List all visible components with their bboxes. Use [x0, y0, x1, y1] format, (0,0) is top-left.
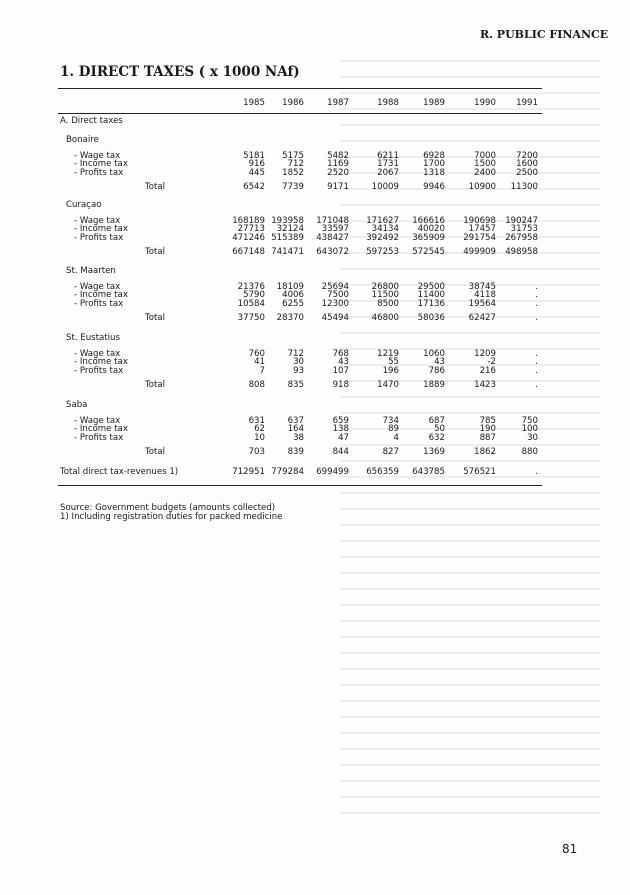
year-header-cell: 1989	[423, 98, 445, 108]
cell: 18109	[276, 282, 304, 292]
cell: 786	[428, 365, 445, 376]
row-label: Total direct tax-revenues 1)	[60, 467, 179, 477]
cell: 572545	[412, 247, 445, 257]
cell: 835	[287, 380, 304, 390]
cell: 47	[338, 432, 349, 443]
cell: 10009	[371, 182, 399, 192]
cell: 365909	[412, 232, 445, 243]
row-label: - Wage tax	[74, 349, 121, 359]
source-note: Source: Government budgets (amounts collected)	[60, 503, 276, 513]
row-label: Total	[145, 447, 166, 457]
cell: 25694	[321, 282, 349, 292]
cell: 6928	[423, 151, 445, 161]
cell: 712951	[232, 467, 265, 477]
cell: 37750	[237, 313, 265, 323]
cell: 2400	[474, 167, 496, 178]
table-title: 1. DIRECT TAXES ( x 1000 NAf)	[60, 64, 300, 80]
cell: 656359	[366, 467, 399, 477]
cell: 699499	[316, 467, 349, 477]
cell: 637	[287, 416, 304, 426]
cell: 1600	[516, 159, 538, 170]
cell: 32124	[276, 224, 304, 235]
year-header-cell: 1988	[377, 98, 399, 108]
cell: 43	[338, 357, 349, 368]
cell: 291754	[463, 232, 496, 243]
section-header: R. PUBLIC FINANCE	[480, 28, 609, 41]
year-header-cell: 1985	[243, 98, 265, 108]
row-label: - Income tax	[74, 224, 128, 235]
cell: 1209	[474, 349, 496, 359]
cell: 808	[248, 380, 265, 390]
cell: 4006	[282, 290, 304, 301]
region-heading	[60, 400, 540, 410]
cell: 6542	[243, 182, 265, 192]
cell: 499909	[463, 247, 496, 257]
cell: 471246	[232, 232, 265, 243]
footnote: 1) Including registration duties for packed medicine	[60, 512, 283, 522]
cell: 1862	[474, 447, 496, 457]
cell: 643072	[316, 247, 349, 257]
cell: 4118	[474, 290, 496, 301]
cell: 576521	[463, 467, 496, 477]
cell: 6255	[282, 298, 304, 309]
cell: 392492	[366, 232, 399, 243]
row-label: - Income tax	[74, 290, 128, 301]
cell: 29500	[417, 282, 445, 292]
row-label: - Wage tax	[74, 216, 121, 226]
row-label: St. Maarten	[66, 266, 116, 276]
cell: 7	[259, 365, 265, 376]
cell: 712	[287, 159, 304, 170]
cell: 164	[287, 424, 304, 435]
cell: 11500	[371, 290, 399, 301]
row-label: - Profits tax	[74, 365, 124, 376]
table-row	[60, 366, 540, 376]
section-label	[60, 116, 540, 126]
cell: 2500	[516, 167, 538, 178]
cell: 11400	[417, 290, 445, 301]
cell: 190	[479, 424, 496, 435]
cell: 168189	[232, 216, 265, 226]
cell: 659	[332, 416, 349, 426]
cell: 7500	[327, 290, 349, 301]
cell: 7739	[282, 182, 304, 192]
cell: 1318	[423, 167, 445, 178]
cell: 46800	[371, 313, 399, 323]
cell: 631	[248, 416, 265, 426]
row-label: - Income tax	[74, 424, 128, 435]
cell: 171048	[316, 216, 349, 226]
cell: 515389	[271, 232, 304, 243]
row-label: A. Direct taxes	[60, 116, 123, 126]
cell: 58036	[417, 313, 445, 323]
cell: 1731	[377, 159, 399, 170]
cell: 10584	[237, 298, 265, 309]
cell: 8500	[377, 298, 399, 309]
row-label: Total	[145, 182, 166, 192]
cell: 62427	[468, 313, 496, 323]
grand-total-row	[60, 467, 540, 477]
cell: 193958	[271, 216, 304, 226]
cell: 1470	[377, 380, 399, 390]
row-label: - Profits tax	[74, 298, 124, 309]
cell: 779284	[271, 467, 304, 477]
cell: 5790	[243, 290, 265, 301]
cell: 2067	[377, 167, 399, 178]
cell: 267958	[505, 232, 538, 243]
cell: 4	[393, 432, 399, 443]
cell: 498958	[505, 247, 538, 257]
row-label: - Wage tax	[74, 416, 121, 426]
top-rule	[58, 88, 542, 89]
region-heading	[60, 135, 540, 145]
row-label: - Profits tax	[74, 432, 124, 443]
cell: 2520	[327, 167, 349, 178]
cell: 30	[527, 432, 538, 443]
row-label: - Profits tax	[74, 232, 124, 243]
region-heading	[60, 333, 540, 343]
row-label: St. Eustatius	[66, 333, 120, 343]
cell: 43	[434, 357, 445, 368]
cell: 1219	[377, 349, 399, 359]
region-heading	[60, 200, 540, 210]
cell: 89	[388, 424, 399, 435]
cell: 827	[382, 447, 399, 457]
cell: 28370	[276, 313, 304, 323]
row-label: - Profits tax	[74, 167, 124, 178]
cell: 597253	[366, 247, 399, 257]
row-label: - Wage tax	[74, 151, 121, 161]
cell: 734	[382, 416, 399, 426]
cell: 1852	[282, 167, 304, 178]
cell: 41	[254, 357, 265, 368]
cell: 17136	[417, 298, 445, 309]
cell: .	[535, 467, 538, 477]
cell: 12300	[321, 298, 349, 309]
cell: .	[535, 282, 538, 292]
cell: .	[535, 313, 538, 323]
cell: 6211	[377, 151, 399, 161]
row-label: - Income tax	[74, 159, 128, 170]
cell: 190698	[463, 216, 496, 226]
cell: 196	[382, 365, 399, 376]
cell: 667148	[232, 247, 265, 257]
cell: -2	[487, 357, 496, 368]
total-row	[60, 247, 540, 257]
cell: .	[535, 365, 538, 376]
cell: 687	[428, 416, 445, 426]
cell: 741471	[271, 247, 304, 257]
cell: .	[535, 298, 538, 309]
cell: 1369	[423, 447, 445, 457]
cell: 166616	[412, 216, 445, 226]
cell: 438427	[316, 232, 349, 243]
cell: 107	[332, 365, 349, 376]
cell: 5181	[243, 151, 265, 161]
cell: 26800	[371, 282, 399, 292]
cell: 1500	[474, 159, 496, 170]
cell: 1169	[327, 159, 349, 170]
row-label: Total	[145, 247, 166, 257]
cell: 50	[434, 424, 445, 435]
cell: .	[535, 380, 538, 390]
cell: 918	[332, 380, 349, 390]
cell: 712	[287, 349, 304, 359]
cell: 1423	[474, 380, 496, 390]
cell: 55	[388, 357, 399, 368]
cell: 643785	[412, 467, 445, 477]
cell: 880	[521, 447, 538, 457]
row-label: Bonaire	[66, 135, 99, 145]
cell: .	[535, 357, 538, 368]
cell: 768	[332, 349, 349, 359]
table-row	[60, 233, 540, 243]
year-header-cell: 1986	[282, 98, 304, 108]
row-label: - Wage tax	[74, 282, 121, 292]
cell: 62	[254, 424, 265, 435]
year-header-cell: 1991	[516, 98, 538, 108]
cell: 10900	[468, 182, 496, 192]
cell: 45494	[321, 313, 349, 323]
table-row	[60, 433, 540, 443]
cell: 30	[293, 357, 304, 368]
page-number: 81	[562, 842, 578, 856]
cell: 38	[293, 432, 304, 443]
cell: 839	[287, 447, 304, 457]
total-row	[60, 380, 540, 390]
cell: 7200	[516, 151, 538, 161]
year-header	[60, 98, 540, 108]
cell: 93	[293, 365, 304, 376]
cell: 1889	[423, 380, 445, 390]
cell: 9946	[423, 182, 445, 192]
cell: .	[535, 290, 538, 301]
row-label: Curaçao	[66, 200, 102, 210]
cell: 34134	[371, 224, 399, 235]
cell: 5482	[327, 151, 349, 161]
cell: 785	[479, 416, 496, 426]
row-label: Saba	[66, 400, 88, 410]
cell: 7000	[474, 151, 496, 161]
cell: 916	[248, 159, 265, 170]
cell: 27713	[237, 224, 265, 235]
cell: 1700	[423, 159, 445, 170]
total-row	[60, 447, 540, 457]
cell: 38745	[468, 282, 496, 292]
cell: 190247	[505, 216, 538, 226]
row-label: - Income tax	[74, 357, 128, 368]
cell: 445	[248, 167, 265, 178]
header-rule	[58, 113, 542, 114]
cell: 11300	[510, 182, 538, 192]
cell: 1060	[423, 349, 445, 359]
cell: 887	[479, 432, 496, 443]
cell: 100	[521, 424, 538, 435]
region-heading	[60, 266, 540, 276]
total-row	[60, 313, 540, 323]
cell: 9171	[327, 182, 349, 192]
cell: 21376	[237, 282, 265, 292]
cell: 5175	[282, 151, 304, 161]
cell: 17457	[468, 224, 496, 235]
cell: 138	[332, 424, 349, 435]
cell: 31753	[510, 224, 538, 235]
cell: 171627	[366, 216, 399, 226]
table-row	[60, 299, 540, 309]
cell: 844	[332, 447, 349, 457]
cell: 40020	[417, 224, 445, 235]
cell: 216	[479, 365, 496, 376]
cell: 632	[428, 432, 445, 443]
cell: 703	[248, 447, 265, 457]
year-header-cell: 1990	[474, 98, 496, 108]
row-label: Total	[145, 313, 166, 323]
total-row	[60, 182, 540, 192]
bottom-rule	[58, 485, 542, 486]
cell: .	[535, 349, 538, 359]
cell: 19564	[468, 298, 496, 309]
cell: 750	[521, 416, 538, 426]
row-label: Total	[145, 380, 166, 390]
cell: 33597	[321, 224, 349, 235]
table-row	[60, 168, 540, 178]
cell: 10	[254, 432, 265, 443]
year-header-cell: 1987	[327, 98, 349, 108]
cell: 760	[248, 349, 265, 359]
